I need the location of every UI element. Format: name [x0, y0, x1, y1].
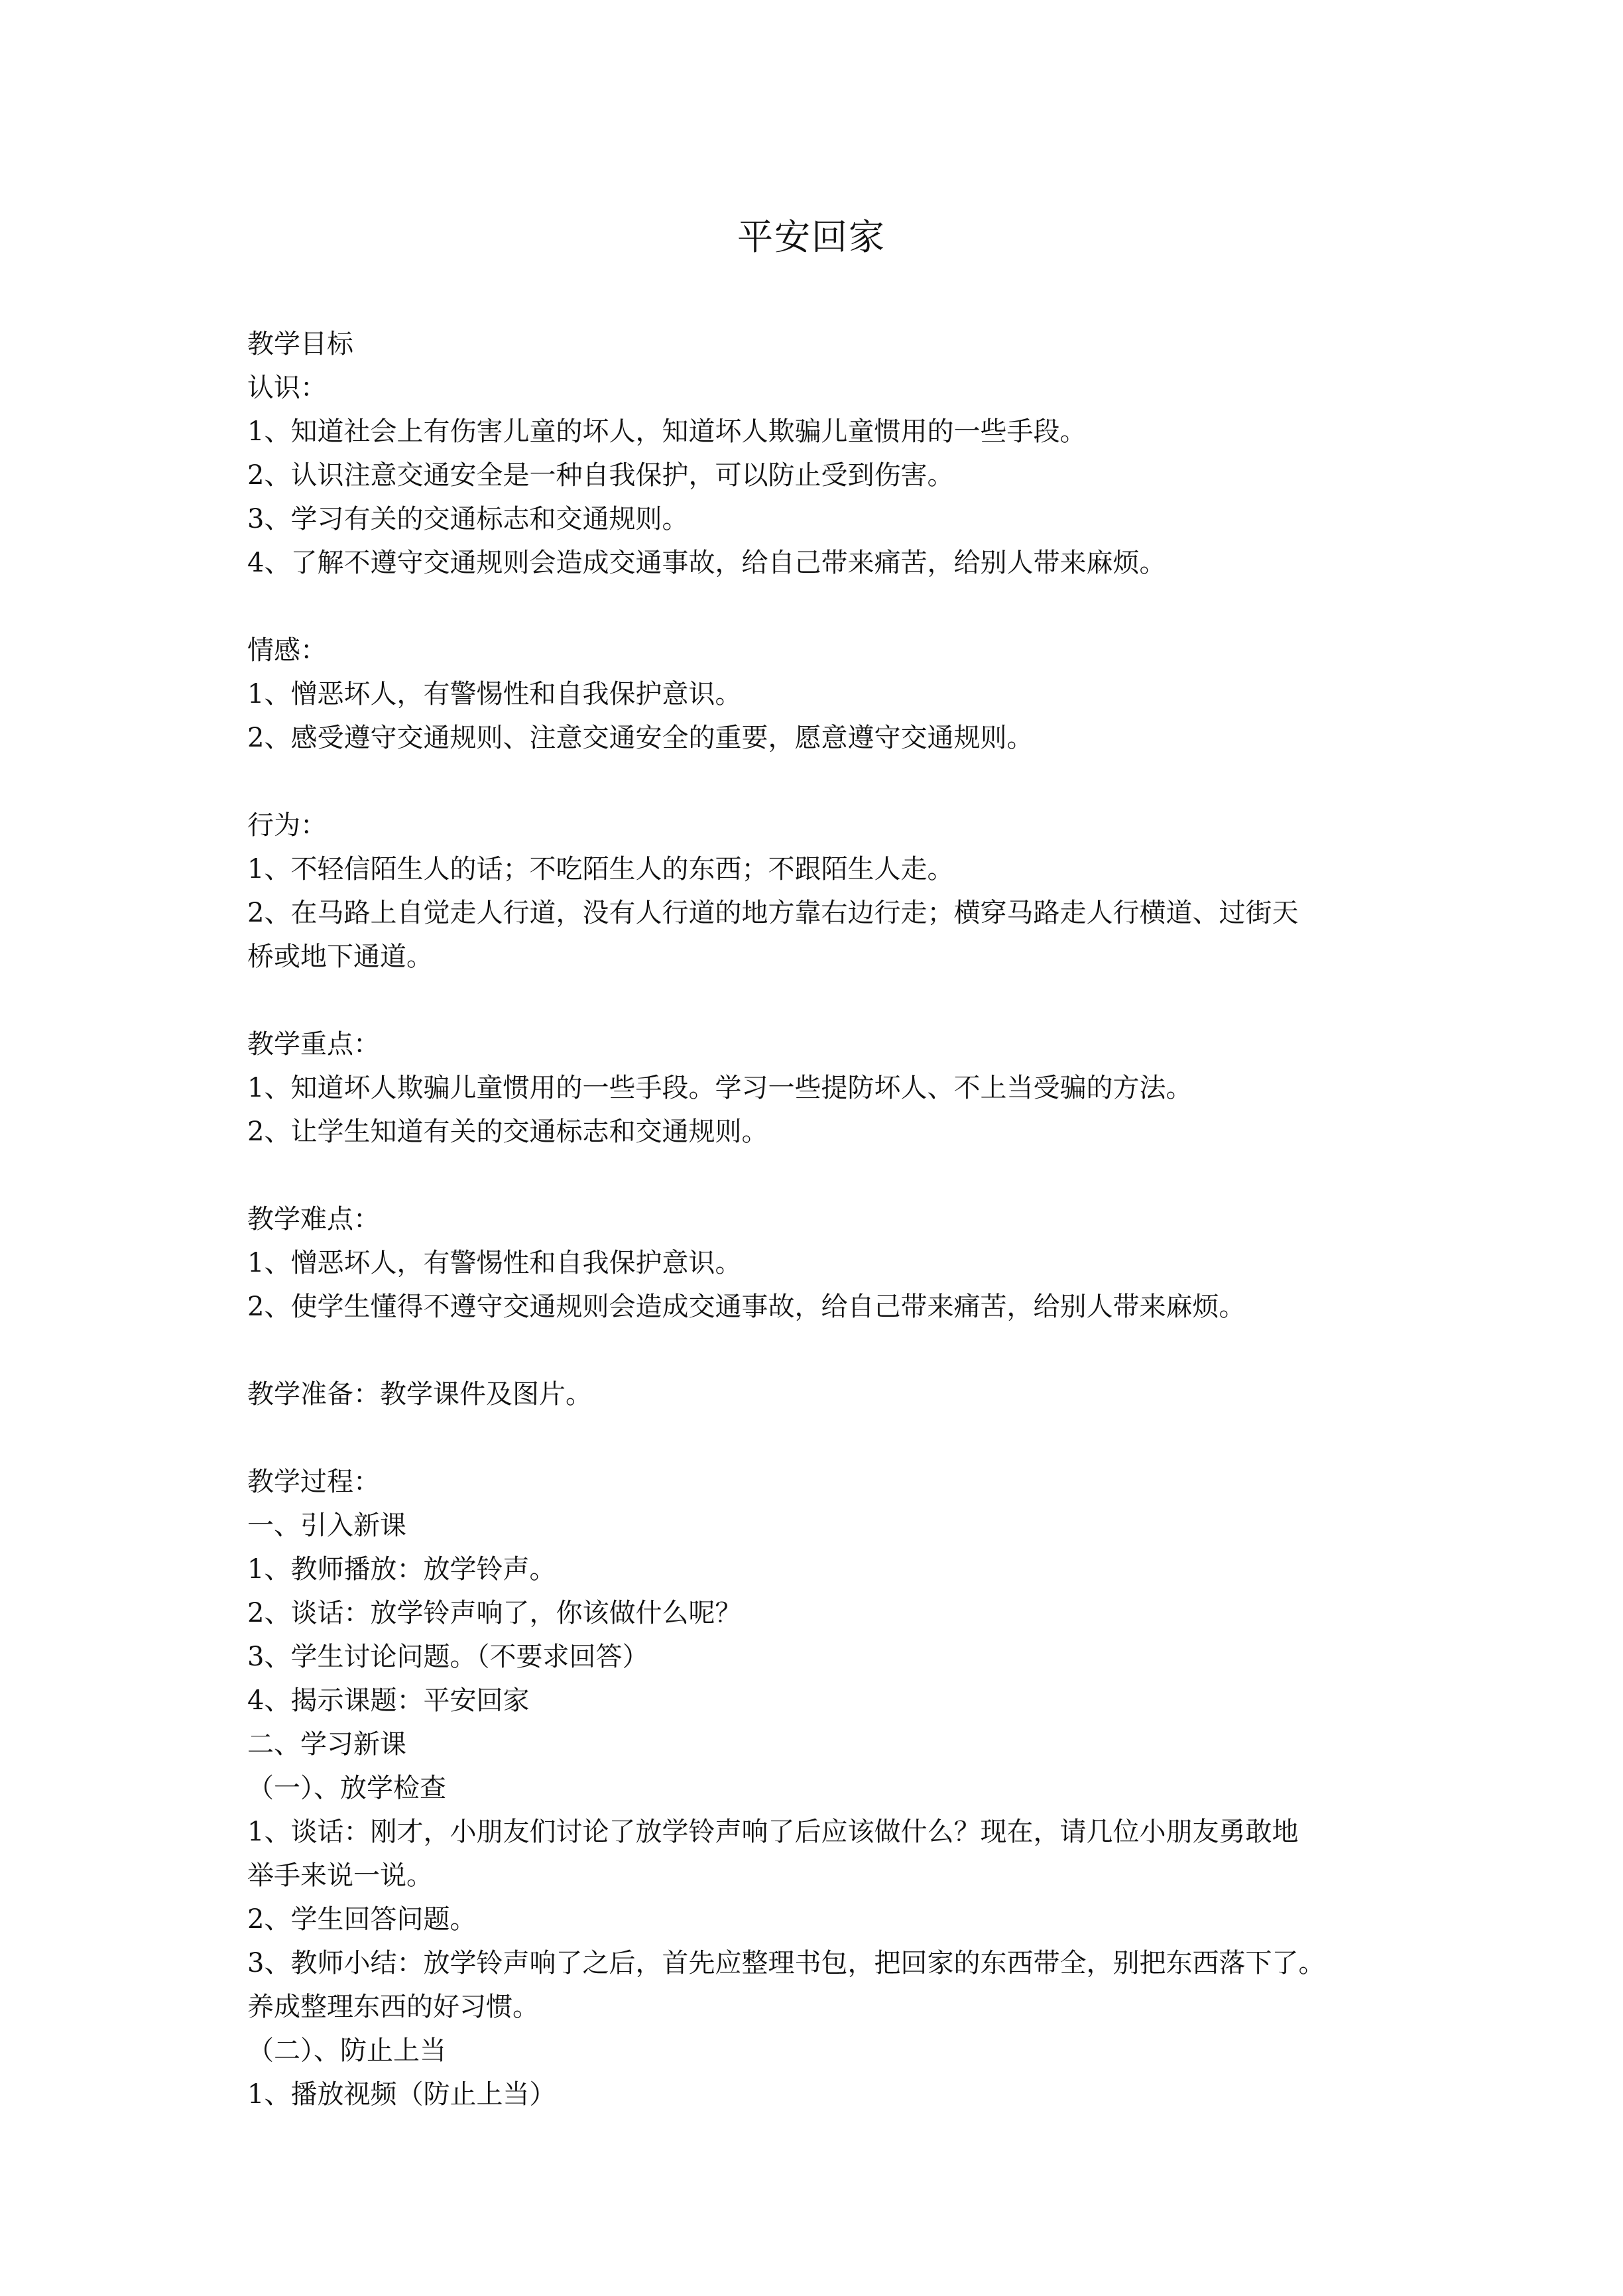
page-title: 平安回家: [737, 216, 886, 258]
text-line: 教学准备：教学课件及图片。: [247, 1379, 592, 1410]
text-line: 1、知道社会上有伤害儿童的坏人，知道坏人欺骗儿童惯用的一些手段。: [247, 416, 1087, 447]
text-line: 2、学生回答问题。: [247, 1904, 477, 1935]
text-line: 2、认识注意交通安全是一种自我保护，可以防止受到伤害。: [247, 460, 954, 491]
text-line: 教学难点：: [247, 1204, 380, 1235]
text-line: 2、感受遵守交通规则、注意交通安全的重要，愿意遵守交通规则。: [247, 723, 1034, 753]
text-line: 二、学习新课: [247, 1729, 406, 1760]
blank-line: [247, 760, 1414, 804]
text-line: 2、在马路上自觉走人行道，没有人行道的地方靠右边行走；横穿马路走人行横道、过街天: [247, 898, 1299, 928]
text-line: 1、教师播放：放学铃声。: [247, 1554, 556, 1585]
text-line: 行为：: [247, 810, 327, 841]
text-line: 2、使学生懂得不遵守交通规则会造成交通事故，给自己带来痛苦，给别人带来麻烦。: [247, 1292, 1246, 1322]
text-line: 情感：: [247, 635, 327, 666]
text-line: （一）、放学检查: [247, 1773, 446, 1803]
text-line: 1、憎恶坏人，有警惕性和自我保护意识。: [247, 679, 742, 709]
blank-line: [247, 1416, 1414, 1460]
text-line: 3、学生讨论问题。（不要求回答）: [247, 1642, 649, 1672]
text-line: 教学目标: [247, 329, 353, 359]
text-line: 2、谈话：放学铃声响了，你该做什么呢？: [247, 1598, 742, 1628]
text-line: （二）、防止上当: [247, 2035, 446, 2066]
text-line: 1、憎恶坏人，有警惕性和自我保护意识。: [247, 1248, 742, 1278]
text-line: 3、教师小结：放学铃声响了之后，首先应整理书包，把回家的东西带全，别把东西落下了。: [247, 1948, 1325, 1978]
blank-line: [247, 1154, 1414, 1197]
text-line: 1、播放视频（防止上当）: [247, 2079, 556, 2110]
text-line: 2、让学生知道有关的交通标志和交通规则。: [247, 1117, 768, 1147]
text-line: 1、知道坏人欺骗儿童惯用的一些手段。学习一些提防坏人、不上当受骗的方法。: [247, 1073, 1193, 1103]
text-line: 4、了解不遵守交通规则会造成交通事故，给自己带来痛苦，给别人带来麻烦。: [247, 548, 1166, 578]
text-line: 3、学习有关的交通标志和交通规则。: [247, 504, 689, 534]
text-line: 教学过程：: [247, 1467, 380, 1497]
text-line: 4、揭示课题：平安回家: [247, 1685, 530, 1716]
text-line: 桥或地下通道。: [247, 941, 433, 972]
document-body: [247, 322, 1414, 2116]
text-line: 一、引入新课: [247, 1510, 406, 1541]
blank-line: [247, 585, 1414, 629]
text-line: 举手来说一说。: [247, 1860, 433, 1891]
text-line: 养成整理东西的好习惯。: [247, 1992, 539, 2022]
blank-line: [247, 1329, 1414, 1372]
text-line: 1、不轻信陌生人的话；不吃陌生人的东西；不跟陌生人走。: [247, 854, 954, 884]
text-line: 教学重点：: [247, 1029, 380, 1059]
text-line: 认识：: [247, 373, 327, 403]
text-line: 1、谈话：刚才，小朋友们讨论了放学铃声响了后应该做什么？现在，请几位小朋友勇敢地: [247, 1817, 1299, 1847]
blank-line: [247, 979, 1414, 1022]
